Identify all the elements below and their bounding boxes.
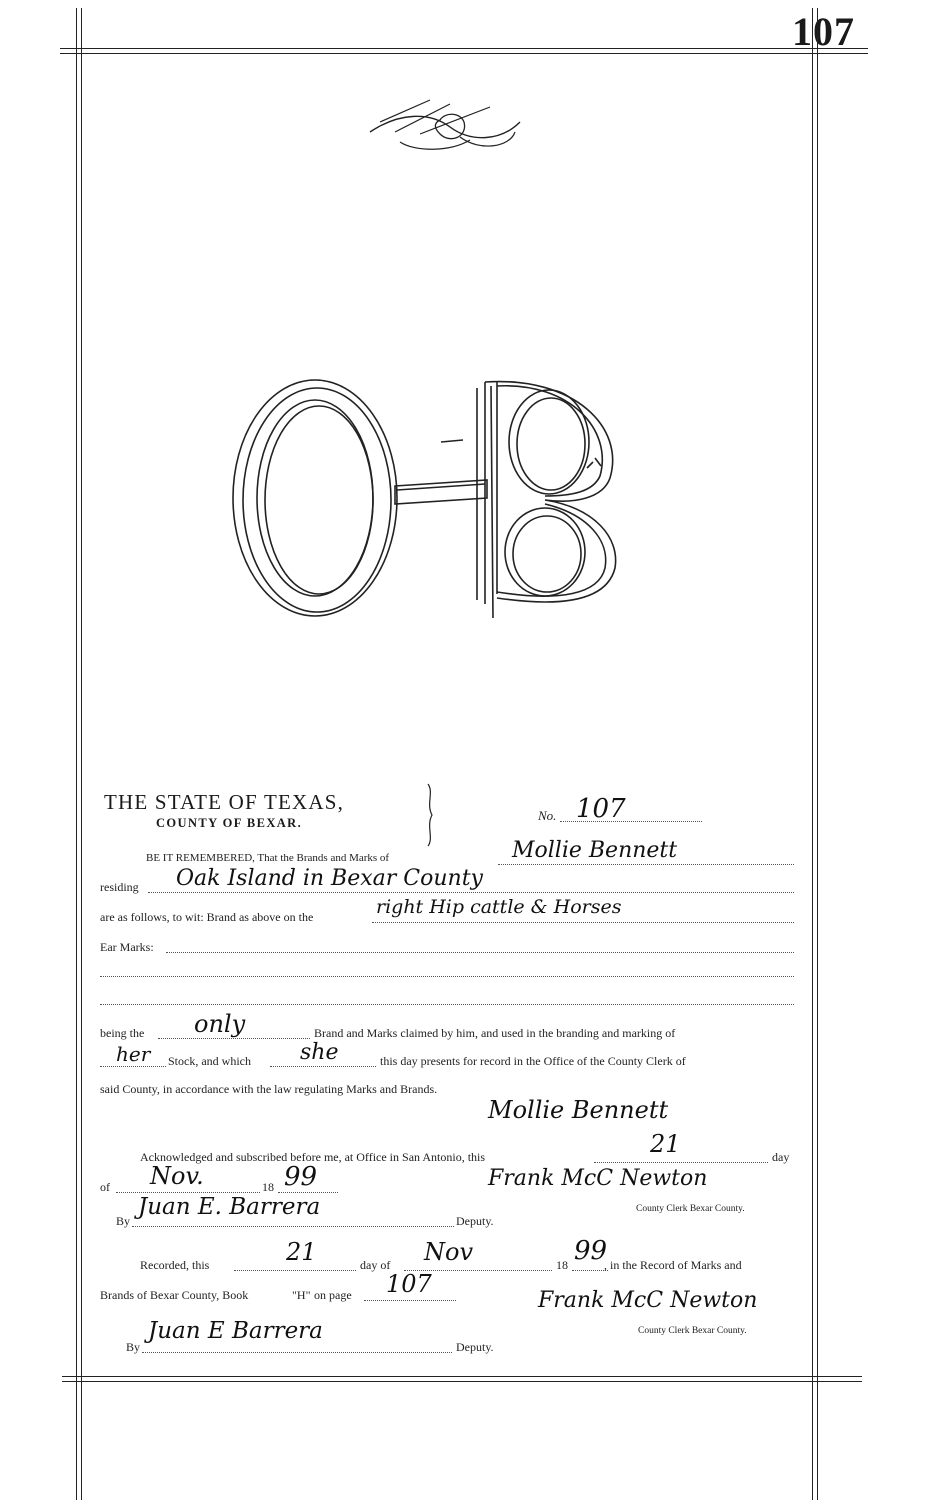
document-title: THE STATE OF TEXAS,: [104, 790, 345, 814]
said-county-text: said County, in accordance with the law regulating Marks and Brands.: [100, 1082, 438, 1096]
rec-day-of-label: day of: [360, 1258, 391, 1272]
left-margin-rule: [76, 8, 77, 1500]
brand-drawing: [215, 368, 635, 638]
brand-location-value: right Hip cattle & Horses: [376, 896, 622, 918]
county-heading: COUNTY OF BEXAR.: [156, 816, 303, 830]
only-value: only: [194, 1010, 246, 1038]
being-the-label: being the: [100, 1026, 145, 1040]
rec-page-line: [364, 1300, 456, 1301]
brace-mark: [424, 782, 438, 848]
ack-day-label: day: [772, 1150, 790, 1164]
flourish-ornament: [360, 92, 530, 162]
she-line: [270, 1066, 376, 1067]
ack-day-value: 21: [650, 1130, 681, 1158]
rec-year-value: 99: [574, 1236, 608, 1266]
brand-location-line: [372, 922, 794, 923]
pronoun-she: she: [300, 1040, 339, 1065]
stock-text: Stock, and which: [168, 1054, 251, 1068]
rec-on-page-label: on page: [314, 1288, 352, 1302]
top-rule-double: [60, 53, 868, 54]
only-line: [158, 1038, 310, 1039]
rec-deputy-label: Deputy.: [456, 1340, 494, 1354]
brand-location-text: are as follows, to wit: Brand as above on the: [100, 910, 314, 924]
rec-clerk-title: County Clerk Bexar County.: [638, 1326, 747, 1336]
rec-book-value: "H": [292, 1288, 311, 1302]
rec-day-line: [234, 1270, 356, 1271]
claimed-text: Brand and Marks claimed by him, and used in the branding and marking of: [314, 1026, 676, 1040]
page-number: 107: [792, 9, 855, 54]
pronoun-line: [100, 1066, 166, 1067]
record-number-label: No.: [538, 808, 557, 823]
ack-day-line: [594, 1162, 768, 1163]
recorded-label: Recorded, this: [140, 1258, 210, 1272]
bottom-rule: [62, 1376, 862, 1377]
residence-value: Oak Island in Bexar County: [176, 866, 483, 891]
acknowledged-text: Acknowledged and subscribed before me, at Office in San Antonio, this: [140, 1150, 486, 1164]
ack-deputy-line: [132, 1226, 454, 1227]
residence-line: [148, 892, 794, 893]
ack-clerk-signature: Frank McC Newton: [488, 1166, 708, 1191]
record-number-value: 107: [576, 794, 626, 824]
owner-signature: Mollie Bennett: [488, 1096, 669, 1124]
rec-brands-of-text: Brands of Bexar County, Book: [100, 1288, 249, 1302]
presents-text: this day presents for record in the Office of the County Clerk of: [380, 1054, 686, 1068]
rec-clerk-signature: Frank McC Newton: [538, 1288, 758, 1313]
ack-year-prefix: 18: [262, 1180, 274, 1194]
ack-of-label: of: [100, 1180, 110, 1194]
ear-marks-line-2: [100, 976, 794, 977]
top-rule: [60, 48, 868, 49]
residing-label: residing: [100, 880, 139, 894]
owner-name: Mollie Bennett: [512, 838, 678, 863]
rec-by-label: By: [126, 1340, 141, 1354]
owner-line: [498, 864, 794, 865]
be-it-remembered-text: BE IT REMEMBERED, That the Brands and Marks of: [146, 852, 390, 864]
ack-year-line: [278, 1192, 338, 1193]
ack-year-value: 99: [284, 1162, 318, 1192]
rec-deputy-signature: Juan E Barrera: [148, 1318, 323, 1344]
rec-page-value: 107: [386, 1270, 432, 1298]
ack-month-value: Nov.: [150, 1162, 204, 1190]
ack-deputy-label: Deputy.: [456, 1214, 494, 1228]
pronoun-her: her: [116, 1042, 151, 1066]
rec-deputy-line: [142, 1352, 452, 1353]
rec-in-record-text: , in the Record of Marks and: [604, 1258, 742, 1272]
ear-marks-line-3: [100, 1004, 794, 1005]
rec-month-value: Nov: [424, 1238, 474, 1266]
rec-year-line: [572, 1270, 608, 1271]
ack-by-label: By: [116, 1214, 131, 1228]
ack-clerk-title: County Clerk Bexar County.: [636, 1204, 745, 1214]
rec-day-value: 21: [286, 1238, 317, 1266]
ack-month-line: [116, 1192, 260, 1193]
ear-marks-label: Ear Marks:: [100, 940, 154, 954]
right-margin-rule-double: [817, 8, 818, 1500]
rec-year-prefix: 18: [556, 1258, 568, 1272]
ear-marks-line: [166, 952, 794, 953]
ack-deputy-signature: Juan E. Barrera: [138, 1194, 321, 1220]
right-margin-rule: [812, 8, 813, 1500]
left-margin-rule-double: [81, 8, 82, 1500]
bottom-rule-double: [62, 1381, 862, 1382]
